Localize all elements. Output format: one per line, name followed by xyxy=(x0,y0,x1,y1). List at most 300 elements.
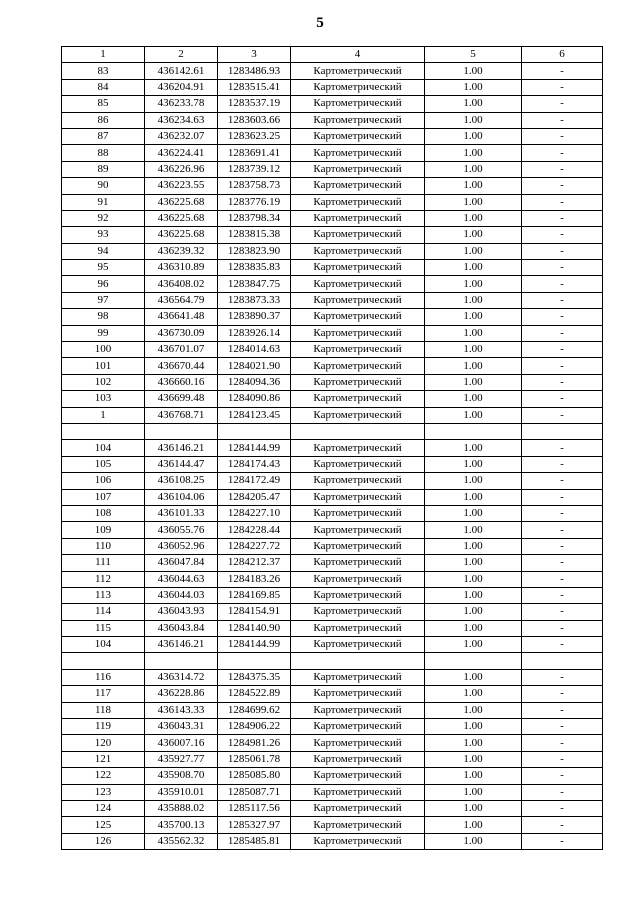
description-cell: - xyxy=(522,292,603,308)
point-number-cell: 87 xyxy=(62,128,145,144)
point-number-cell: 89 xyxy=(62,161,145,177)
accuracy-cell: 1.00 xyxy=(425,768,522,784)
point-number-cell: 86 xyxy=(62,112,145,128)
method-cell: Картометрический xyxy=(291,571,425,587)
x-coordinate-cell: 436670.44 xyxy=(145,358,218,374)
description-cell: - xyxy=(522,637,603,653)
x-coordinate-cell: 436226.96 xyxy=(145,161,218,177)
accuracy-cell: 1.00 xyxy=(425,292,522,308)
point-number-cell: 1 xyxy=(62,407,145,423)
y-coordinate-cell: 1283798.34 xyxy=(218,210,291,226)
description-cell: - xyxy=(522,522,603,538)
point-number-cell: 96 xyxy=(62,276,145,292)
description-cell: - xyxy=(522,489,603,505)
x-coordinate-cell: 436043.93 xyxy=(145,604,218,620)
x-coordinate-cell: 436044.63 xyxy=(145,571,218,587)
y-coordinate-cell xyxy=(218,653,291,669)
accuracy-cell: 1.00 xyxy=(425,555,522,571)
description-cell: - xyxy=(522,784,603,800)
description-cell: - xyxy=(522,358,603,374)
description-cell: - xyxy=(522,178,603,194)
accuracy-cell: 1.00 xyxy=(425,391,522,407)
method-cell: Картометрический xyxy=(291,686,425,702)
point-number-cell: 126 xyxy=(62,833,145,849)
x-coordinate-cell: 436224.41 xyxy=(145,145,218,161)
table-row xyxy=(62,686,603,702)
description-cell: - xyxy=(522,145,603,161)
point-number-cell: 99 xyxy=(62,325,145,341)
x-coordinate-cell: 436232.07 xyxy=(145,128,218,144)
table-row xyxy=(62,243,603,259)
accuracy-cell: 1.00 xyxy=(425,473,522,489)
accuracy-cell: 1.00 xyxy=(425,620,522,636)
description-cell: - xyxy=(522,210,603,226)
table-row xyxy=(62,407,603,423)
y-coordinate-cell: 1284981.26 xyxy=(218,735,291,751)
x-coordinate-cell: 436204.91 xyxy=(145,79,218,95)
y-coordinate-cell: 1283537.19 xyxy=(218,96,291,112)
y-coordinate-cell: 1283486.93 xyxy=(218,63,291,79)
method-cell: Картометрический xyxy=(291,292,425,308)
table-row xyxy=(62,391,603,407)
point-number-cell: 93 xyxy=(62,227,145,243)
description-cell: - xyxy=(522,96,603,112)
accuracy-cell: 1.00 xyxy=(425,227,522,243)
method-cell: Картометрический xyxy=(291,735,425,751)
y-coordinate-cell: 1284144.99 xyxy=(218,440,291,456)
table-row xyxy=(62,817,603,833)
x-coordinate-cell: 435888.02 xyxy=(145,800,218,816)
method-cell: Картометрический xyxy=(291,309,425,325)
method-cell: Картометрический xyxy=(291,505,425,521)
point-number-cell: 90 xyxy=(62,178,145,194)
accuracy-cell: 1.00 xyxy=(425,686,522,702)
x-coordinate-cell: 436104.06 xyxy=(145,489,218,505)
y-coordinate-cell: 1283739.12 xyxy=(218,161,291,177)
method-cell: Картометрический xyxy=(291,817,425,833)
method-cell: Картометрический xyxy=(291,784,425,800)
description-cell: - xyxy=(522,768,603,784)
x-coordinate-cell: 436699.48 xyxy=(145,391,218,407)
x-coordinate-cell: 436223.55 xyxy=(145,178,218,194)
point-number-cell: 85 xyxy=(62,96,145,112)
y-coordinate-cell: 1283847.75 xyxy=(218,276,291,292)
description-cell: - xyxy=(522,342,603,358)
point-number-cell: 117 xyxy=(62,686,145,702)
table-row xyxy=(62,358,603,374)
x-coordinate-cell: 436225.68 xyxy=(145,194,218,210)
x-coordinate-cell: 436007.16 xyxy=(145,735,218,751)
description-cell: - xyxy=(522,374,603,390)
table-row xyxy=(62,440,603,456)
y-coordinate-cell: 1284205.47 xyxy=(218,489,291,505)
accuracy-cell: 1.00 xyxy=(425,243,522,259)
point-number-cell: 105 xyxy=(62,456,145,472)
accuracy-cell: 1.00 xyxy=(425,604,522,620)
point-number-cell: 102 xyxy=(62,374,145,390)
y-coordinate-cell: 1285117.56 xyxy=(218,800,291,816)
method-cell: Картометрический xyxy=(291,522,425,538)
table-row xyxy=(62,210,603,226)
accuracy-cell: 1.00 xyxy=(425,358,522,374)
table-row xyxy=(62,538,603,554)
method-cell: Картометрический xyxy=(291,719,425,735)
accuracy-cell: 1.00 xyxy=(425,210,522,226)
method-cell: Картометрический xyxy=(291,800,425,816)
x-coordinate-cell: 436234.63 xyxy=(145,112,218,128)
table-row xyxy=(62,604,603,620)
method-cell: Картометрический xyxy=(291,637,425,653)
x-coordinate-cell: 435562.32 xyxy=(145,833,218,849)
x-coordinate-cell: 435927.77 xyxy=(145,751,218,767)
method-cell: Картометрический xyxy=(291,538,425,554)
table-row xyxy=(62,325,603,341)
y-coordinate-cell: 1284699.62 xyxy=(218,702,291,718)
accuracy-cell: 1.00 xyxy=(425,407,522,423)
point-number-cell: 108 xyxy=(62,505,145,521)
table-row xyxy=(62,620,603,636)
y-coordinate-cell: 1283890.37 xyxy=(218,309,291,325)
point-number-cell: 111 xyxy=(62,555,145,571)
point-number-cell: 124 xyxy=(62,800,145,816)
x-coordinate-cell: 436101.33 xyxy=(145,505,218,521)
description-cell: - xyxy=(522,325,603,341)
x-coordinate-cell: 436225.68 xyxy=(145,227,218,243)
accuracy-cell: 1.00 xyxy=(425,342,522,358)
description-cell: - xyxy=(522,276,603,292)
point-number-cell: 113 xyxy=(62,587,145,603)
table-row xyxy=(62,719,603,735)
point-number-cell: 101 xyxy=(62,358,145,374)
description-cell: - xyxy=(522,473,603,489)
y-coordinate-cell: 1284227.72 xyxy=(218,538,291,554)
y-coordinate-cell: 1284228.44 xyxy=(218,522,291,538)
accuracy-cell: 1.00 xyxy=(425,702,522,718)
column-header: 6 xyxy=(522,47,603,63)
method-cell: Картометрический xyxy=(291,342,425,358)
y-coordinate-cell: 1283603.66 xyxy=(218,112,291,128)
table-row xyxy=(62,456,603,472)
point-number-cell xyxy=(62,653,145,669)
method-cell: Картометрический xyxy=(291,768,425,784)
y-coordinate-cell: 1285485.81 xyxy=(218,833,291,849)
y-coordinate-cell: 1283873.33 xyxy=(218,292,291,308)
x-coordinate-cell xyxy=(145,423,218,439)
table-header-row xyxy=(62,47,603,63)
description-cell: - xyxy=(522,407,603,423)
table-row xyxy=(62,669,603,685)
table-row xyxy=(62,522,603,538)
y-coordinate-cell: 1284169.85 xyxy=(218,587,291,603)
table-row xyxy=(62,768,603,784)
description-cell: - xyxy=(522,440,603,456)
y-coordinate-cell: 1284144.99 xyxy=(218,637,291,653)
point-number-cell: 106 xyxy=(62,473,145,489)
description-cell: - xyxy=(522,194,603,210)
y-coordinate-cell: 1283758.73 xyxy=(218,178,291,194)
table-row xyxy=(62,178,603,194)
x-coordinate-cell: 436143.33 xyxy=(145,702,218,718)
method-cell: Картометрический xyxy=(291,96,425,112)
x-coordinate-cell: 436310.89 xyxy=(145,260,218,276)
method-cell: Картометрический xyxy=(291,178,425,194)
accuracy-cell: 1.00 xyxy=(425,719,522,735)
point-number-cell: 119 xyxy=(62,719,145,735)
description-cell: - xyxy=(522,505,603,521)
description-cell: - xyxy=(522,833,603,849)
accuracy-cell: 1.00 xyxy=(425,784,522,800)
table-row xyxy=(62,96,603,112)
accuracy-cell: 1.00 xyxy=(425,669,522,685)
description-cell: - xyxy=(522,538,603,554)
y-coordinate-cell: 1283835.83 xyxy=(218,260,291,276)
y-coordinate-cell: 1283815.38 xyxy=(218,227,291,243)
table-row xyxy=(62,571,603,587)
accuracy-cell: 1.00 xyxy=(425,79,522,95)
accuracy-cell: 1.00 xyxy=(425,522,522,538)
table-row xyxy=(62,145,603,161)
x-coordinate-cell: 436052.96 xyxy=(145,538,218,554)
point-number-cell: 98 xyxy=(62,309,145,325)
x-coordinate-cell: 436314.72 xyxy=(145,669,218,685)
method-cell: Картометрический xyxy=(291,276,425,292)
method-cell: Картометрический xyxy=(291,751,425,767)
method-cell: Картометрический xyxy=(291,440,425,456)
y-coordinate-cell: 1283823.90 xyxy=(218,243,291,259)
accuracy-cell: 1.00 xyxy=(425,325,522,341)
method-cell: Картометрический xyxy=(291,620,425,636)
point-number-cell: 91 xyxy=(62,194,145,210)
point-number-cell: 114 xyxy=(62,604,145,620)
point-number-cell: 112 xyxy=(62,571,145,587)
coordinates-table xyxy=(61,46,603,850)
method-cell: Картометрический xyxy=(291,407,425,423)
description-cell xyxy=(522,423,603,439)
y-coordinate-cell: 1285085.80 xyxy=(218,768,291,784)
table-row xyxy=(62,489,603,505)
column-header: 1 xyxy=(62,47,145,63)
x-coordinate-cell: 436730.09 xyxy=(145,325,218,341)
accuracy-cell: 1.00 xyxy=(425,63,522,79)
y-coordinate-cell: 1284140.90 xyxy=(218,620,291,636)
accuracy-cell: 1.00 xyxy=(425,751,522,767)
description-cell: - xyxy=(522,702,603,718)
x-coordinate-cell: 436701.07 xyxy=(145,342,218,358)
point-number-cell: 125 xyxy=(62,817,145,833)
description-cell: - xyxy=(522,260,603,276)
y-coordinate-cell: 1284094.36 xyxy=(218,374,291,390)
method-cell: Картометрический xyxy=(291,325,425,341)
point-number-cell: 84 xyxy=(62,79,145,95)
accuracy-cell xyxy=(425,653,522,669)
description-cell: - xyxy=(522,555,603,571)
y-coordinate-cell: 1284906.22 xyxy=(218,719,291,735)
method-cell: Картометрический xyxy=(291,456,425,472)
x-coordinate-cell: 436047.84 xyxy=(145,555,218,571)
table-row xyxy=(62,374,603,390)
table-row xyxy=(62,194,603,210)
x-coordinate-cell: 436228.86 xyxy=(145,686,218,702)
y-coordinate-cell: 1283623.25 xyxy=(218,128,291,144)
method-cell: Картометрический xyxy=(291,161,425,177)
accuracy-cell: 1.00 xyxy=(425,456,522,472)
x-coordinate-cell: 436043.31 xyxy=(145,719,218,735)
table-row xyxy=(62,161,603,177)
column-header: 2 xyxy=(145,47,218,63)
description-cell: - xyxy=(522,735,603,751)
point-number-cell: 104 xyxy=(62,440,145,456)
x-coordinate-cell: 436660.16 xyxy=(145,374,218,390)
point-number-cell: 120 xyxy=(62,735,145,751)
description-cell: - xyxy=(522,309,603,325)
point-number-cell: 103 xyxy=(62,391,145,407)
x-coordinate-cell: 436564.79 xyxy=(145,292,218,308)
x-coordinate-cell: 436108.25 xyxy=(145,473,218,489)
accuracy-cell: 1.00 xyxy=(425,637,522,653)
point-number-cell: 123 xyxy=(62,784,145,800)
accuracy-cell: 1.00 xyxy=(425,161,522,177)
accuracy-cell xyxy=(425,423,522,439)
method-cell: Картометрический xyxy=(291,227,425,243)
table-body xyxy=(62,63,603,850)
y-coordinate-cell: 1285061.78 xyxy=(218,751,291,767)
table-row xyxy=(62,784,603,800)
method-cell: Картометрический xyxy=(291,555,425,571)
x-coordinate-cell: 436146.21 xyxy=(145,440,218,456)
x-coordinate-cell: 436641.48 xyxy=(145,309,218,325)
method-cell: Картометрический xyxy=(291,145,425,161)
x-coordinate-cell xyxy=(145,653,218,669)
description-cell: - xyxy=(522,604,603,620)
table-row xyxy=(62,227,603,243)
table-row xyxy=(62,423,603,439)
y-coordinate-cell: 1283776.19 xyxy=(218,194,291,210)
point-number-cell: 104 xyxy=(62,637,145,653)
y-coordinate-cell: 1284014.63 xyxy=(218,342,291,358)
y-coordinate-cell: 1285327.97 xyxy=(218,817,291,833)
x-coordinate-cell: 435910.01 xyxy=(145,784,218,800)
y-coordinate-cell: 1285087.71 xyxy=(218,784,291,800)
y-coordinate-cell: 1284174.43 xyxy=(218,456,291,472)
point-number-cell: 118 xyxy=(62,702,145,718)
method-cell: Картометрический xyxy=(291,194,425,210)
accuracy-cell: 1.00 xyxy=(425,800,522,816)
accuracy-cell: 1.00 xyxy=(425,145,522,161)
point-number-cell xyxy=(62,423,145,439)
table-row xyxy=(62,292,603,308)
x-coordinate-cell: 436044.03 xyxy=(145,587,218,603)
method-cell: Картометрический xyxy=(291,374,425,390)
description-cell: - xyxy=(522,719,603,735)
description-cell: - xyxy=(522,817,603,833)
description-cell: - xyxy=(522,63,603,79)
description-cell: - xyxy=(522,456,603,472)
y-coordinate-cell: 1284183.26 xyxy=(218,571,291,587)
description-cell xyxy=(522,653,603,669)
y-coordinate-cell: 1284375.35 xyxy=(218,669,291,685)
y-coordinate-cell: 1284021.90 xyxy=(218,358,291,374)
table-row xyxy=(62,833,603,849)
y-coordinate-cell: 1284212.37 xyxy=(218,555,291,571)
method-cell: Картометрический xyxy=(291,79,425,95)
table-row xyxy=(62,555,603,571)
method-cell: Картометрический xyxy=(291,63,425,79)
point-number-cell: 97 xyxy=(62,292,145,308)
x-coordinate-cell: 436768.71 xyxy=(145,407,218,423)
x-coordinate-cell: 435908.70 xyxy=(145,768,218,784)
method-cell: Картометрический xyxy=(291,702,425,718)
table-row xyxy=(62,702,603,718)
table-row xyxy=(62,473,603,489)
accuracy-cell: 1.00 xyxy=(425,112,522,128)
accuracy-cell: 1.00 xyxy=(425,96,522,112)
accuracy-cell: 1.00 xyxy=(425,276,522,292)
y-coordinate-cell: 1283515.41 xyxy=(218,79,291,95)
point-number-cell: 121 xyxy=(62,751,145,767)
point-number-cell: 94 xyxy=(62,243,145,259)
table-row xyxy=(62,505,603,521)
table-row xyxy=(62,587,603,603)
method-cell: Картометрический xyxy=(291,210,425,226)
point-number-cell: 116 xyxy=(62,669,145,685)
method-cell: Картометрический xyxy=(291,669,425,685)
method-cell: Картометрический xyxy=(291,358,425,374)
y-coordinate-cell: 1284090.86 xyxy=(218,391,291,407)
x-coordinate-cell: 436142.61 xyxy=(145,63,218,79)
description-cell: - xyxy=(522,800,603,816)
y-coordinate-cell xyxy=(218,423,291,439)
method-cell: Картометрический xyxy=(291,260,425,276)
table-row xyxy=(62,751,603,767)
description-cell: - xyxy=(522,161,603,177)
table-row xyxy=(62,276,603,292)
x-coordinate-cell: 436055.76 xyxy=(145,522,218,538)
accuracy-cell: 1.00 xyxy=(425,587,522,603)
point-number-cell: 88 xyxy=(62,145,145,161)
point-number-cell: 83 xyxy=(62,63,145,79)
point-number-cell: 122 xyxy=(62,768,145,784)
description-cell: - xyxy=(522,587,603,603)
table-row xyxy=(62,637,603,653)
y-coordinate-cell: 1284154.91 xyxy=(218,604,291,620)
x-coordinate-cell: 436146.21 xyxy=(145,637,218,653)
point-number-cell: 100 xyxy=(62,342,145,358)
x-coordinate-cell: 436239.32 xyxy=(145,243,218,259)
table-row xyxy=(62,112,603,128)
method-cell: Картометрический xyxy=(291,833,425,849)
description-cell: - xyxy=(522,391,603,407)
accuracy-cell: 1.00 xyxy=(425,833,522,849)
y-coordinate-cell: 1284172.49 xyxy=(218,473,291,489)
x-coordinate-cell: 435700.13 xyxy=(145,817,218,833)
table-row xyxy=(62,735,603,751)
description-cell: - xyxy=(522,686,603,702)
table-row xyxy=(62,800,603,816)
table-row xyxy=(62,79,603,95)
point-number-cell: 92 xyxy=(62,210,145,226)
method-cell xyxy=(291,423,425,439)
y-coordinate-cell: 1283926.14 xyxy=(218,325,291,341)
point-number-cell: 109 xyxy=(62,522,145,538)
description-cell: - xyxy=(522,112,603,128)
point-number-cell: 110 xyxy=(62,538,145,554)
description-cell: - xyxy=(522,227,603,243)
description-cell: - xyxy=(522,243,603,259)
point-number-cell: 115 xyxy=(62,620,145,636)
accuracy-cell: 1.00 xyxy=(425,178,522,194)
method-cell: Картометрический xyxy=(291,128,425,144)
column-header: 3 xyxy=(218,47,291,63)
